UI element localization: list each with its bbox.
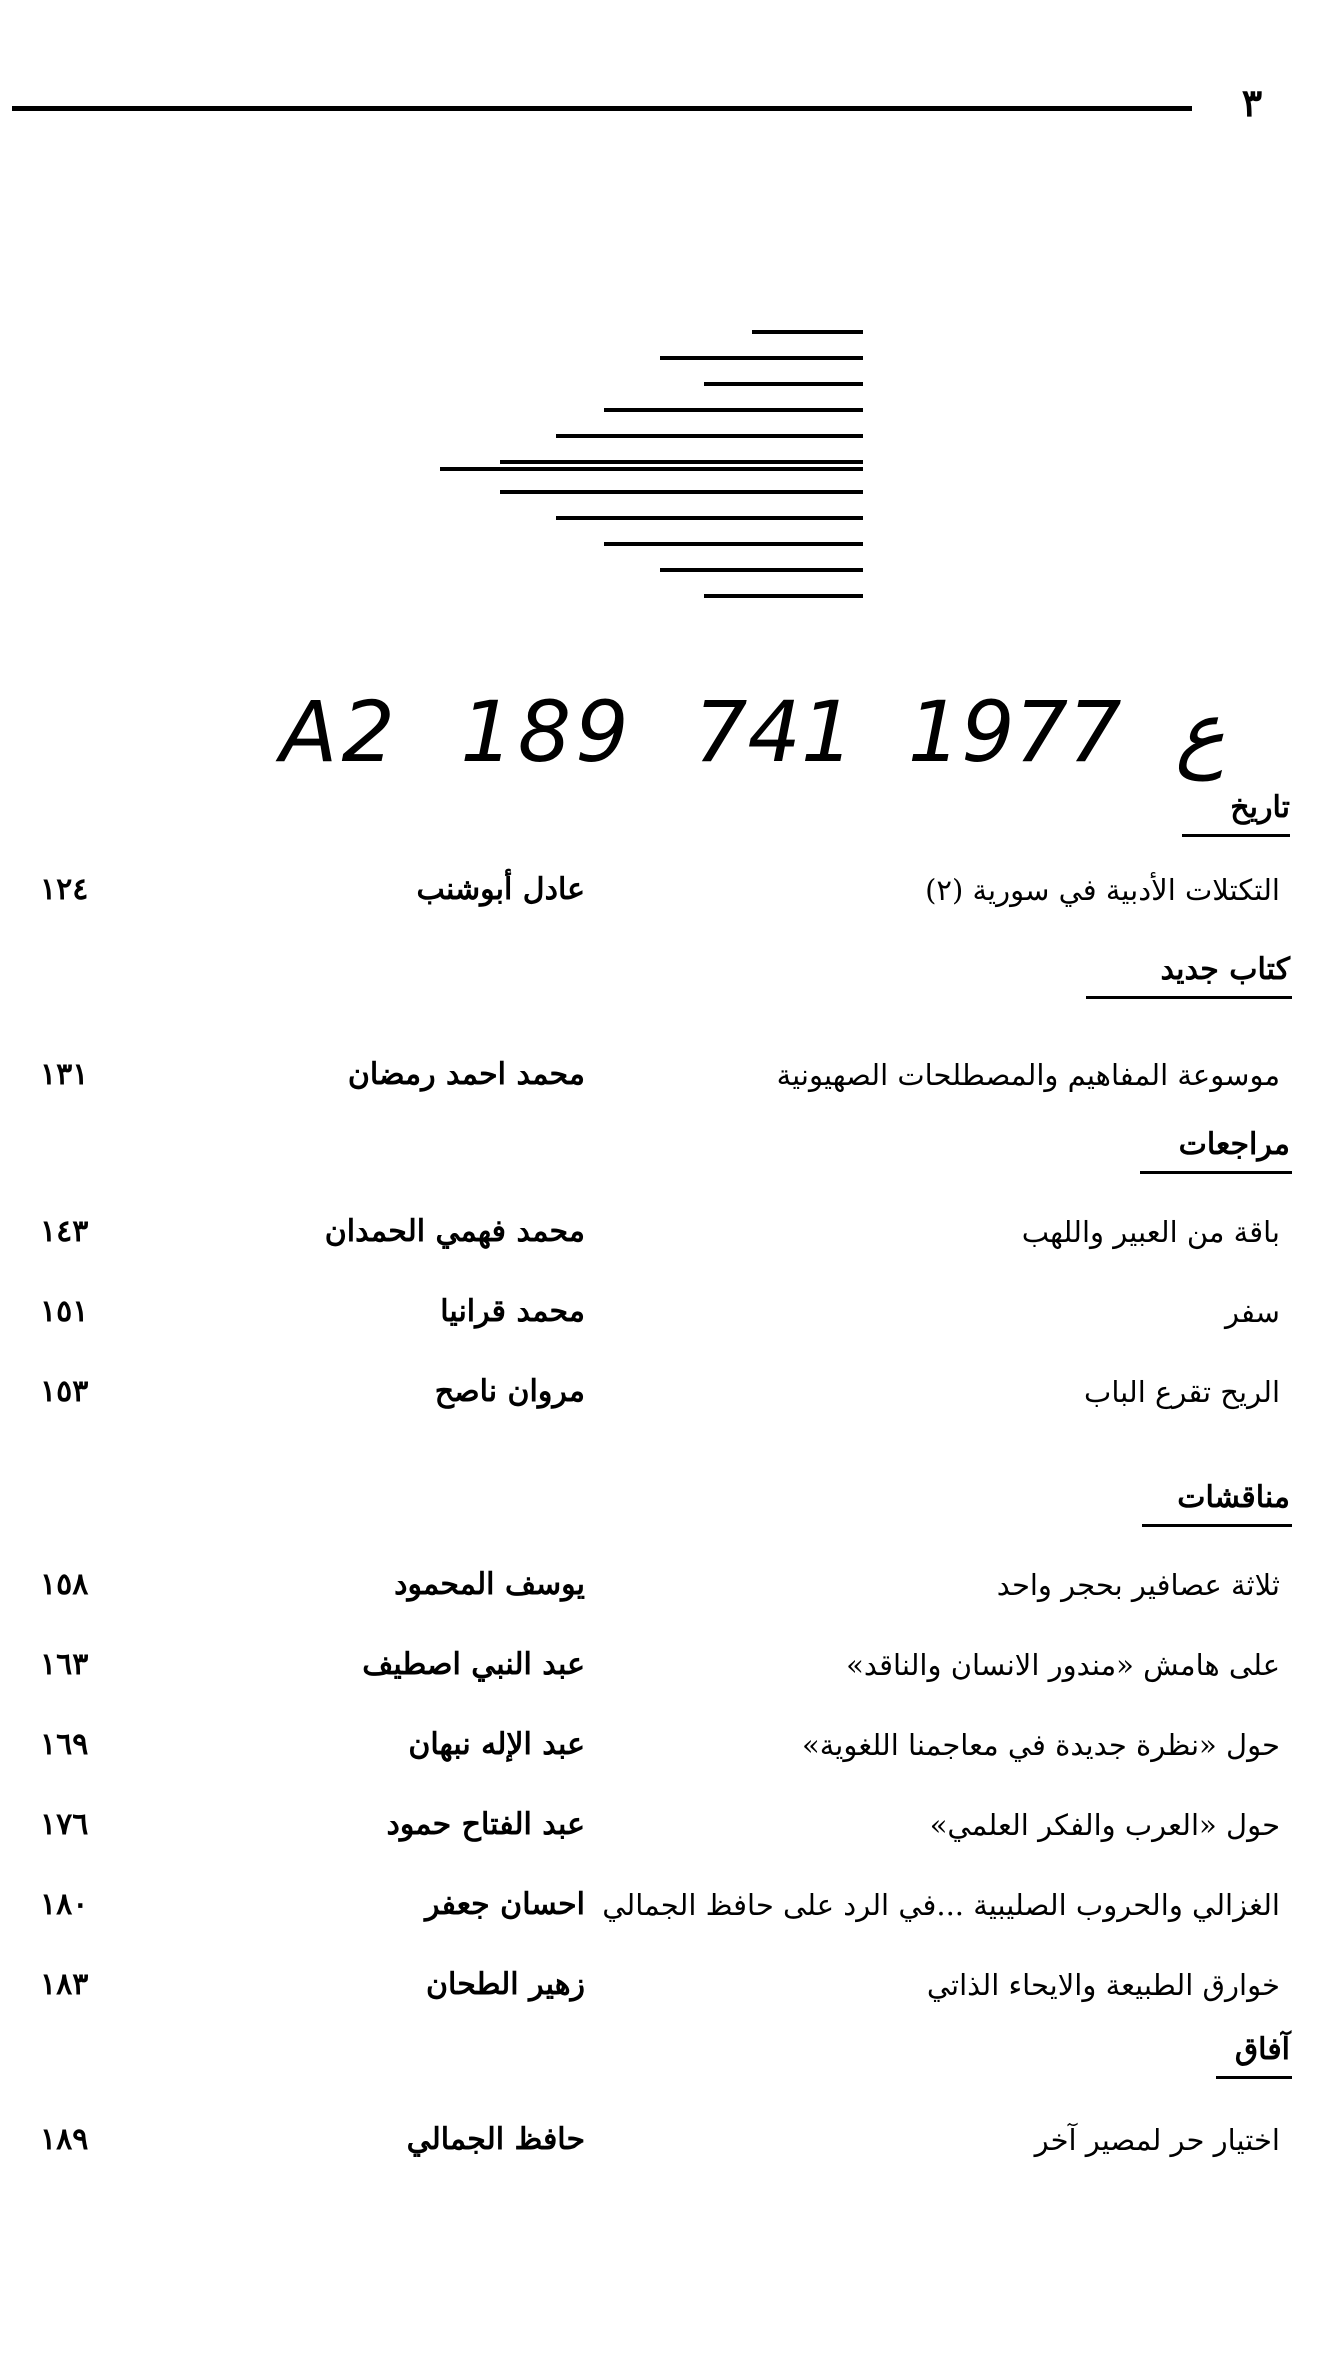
entry-author: مروان ناصح — [434, 1374, 585, 1409]
section-underline — [1182, 834, 1290, 837]
section-heading: مراجعات — [1178, 1127, 1290, 1162]
toc-entry — [0, 1880, 1330, 1930]
entry-title: ثلاثة عصافير بحجر واحد — [996, 1568, 1280, 1602]
entry-title: اختيار حر لمصير آخر — [1034, 2123, 1280, 2157]
entry-title: حول «نظرة جديدة في معاجمنا اللغوية» — [801, 1728, 1280, 1762]
toc-entry — [0, 1207, 1330, 1257]
toc-entry — [0, 1367, 1330, 1417]
section-underline — [1216, 2076, 1292, 2079]
section-underline — [1142, 1524, 1292, 1527]
entry-page-number: ١٤٣ — [40, 1214, 89, 1249]
entry-title: الغزالي والحروب الصليبية ...في الرد على حافظ الجمالي — [602, 1888, 1280, 1922]
section-underline — [1086, 996, 1292, 999]
section-underline — [1140, 1171, 1292, 1174]
entry-author: عبد النبي اصطيف — [362, 1647, 585, 1682]
decorative-lines-ornament — [0, 0, 1330, 700]
entry-author: زهير الطحان — [426, 1967, 585, 2002]
entry-author: يوسف المحمود — [394, 1567, 585, 1602]
entry-author: عبد الفتاح حمود — [386, 1807, 585, 1842]
entry-title: باقة من العبير واللهب — [1021, 1215, 1280, 1249]
entry-page-number: ١٥١ — [40, 1294, 89, 1329]
entry-title: الريح تقرع الباب — [1084, 1375, 1280, 1409]
toc-entry — [0, 1720, 1330, 1770]
entry-title: سفر — [1225, 1295, 1280, 1329]
toc-entry — [0, 1800, 1330, 1850]
entry-author: محمد احمد رمضان — [347, 1057, 585, 1092]
handwritten-reference: A2 189 ع 1977 741 — [280, 683, 1226, 781]
page-number: ٣ — [1241, 80, 1263, 125]
toc-entry — [0, 1560, 1330, 1610]
toc-entry — [0, 1050, 1330, 1100]
entry-page-number: ١٢٤ — [40, 872, 89, 907]
entry-title: التكتلات الأدبية في سورية (٢) — [925, 873, 1280, 907]
entry-page-number: ١٥٨ — [40, 1567, 89, 1602]
entry-page-number: ١٦٩ — [40, 1727, 89, 1762]
entry-author: عبد الإله نبهان — [408, 1727, 585, 1762]
entry-title: حول «العرب والفكر العلمي» — [929, 1808, 1280, 1842]
entry-page-number: ١٨٩ — [40, 2122, 89, 2157]
entry-page-number: ١٦٣ — [40, 1647, 89, 1682]
entry-author: محمد فهمي الحمدان — [324, 1214, 585, 1249]
entry-page-number: ١٣١ — [40, 1057, 89, 1092]
entry-page-number: ١٧٦ — [40, 1807, 89, 1842]
entry-page-number: ١٨٠ — [40, 1887, 89, 1922]
entry-author: محمد قرانيا — [440, 1294, 585, 1329]
section-heading: آفاق — [1234, 2032, 1290, 2067]
entry-author: حافظ الجمالي — [406, 2122, 585, 2157]
toc-entry — [0, 1960, 1330, 2010]
section-heading: تاريخ — [1230, 790, 1290, 825]
entry-title: موسوعة المفاهيم والمصطلحات الصهيونية — [776, 1058, 1280, 1092]
toc-entry — [0, 1640, 1330, 1690]
section-heading: كتاب جديد — [1160, 952, 1290, 987]
toc-entry — [0, 1287, 1330, 1337]
toc-entry — [0, 865, 1330, 915]
section-heading: مناقشات — [1177, 1480, 1290, 1515]
entry-title: خوارق الطبيعة والايحاء الذاتي — [926, 1968, 1280, 2002]
entry-title: على هامش «مندور الانسان والناقد» — [846, 1648, 1280, 1682]
toc-entry — [0, 2115, 1330, 2165]
entry-author: عادل أبوشنب — [416, 872, 585, 907]
entry-page-number: ١٨٣ — [40, 1967, 89, 2002]
entry-author: احسان جعفر — [424, 1887, 585, 1922]
entry-page-number: ١٥٣ — [40, 1374, 89, 1409]
